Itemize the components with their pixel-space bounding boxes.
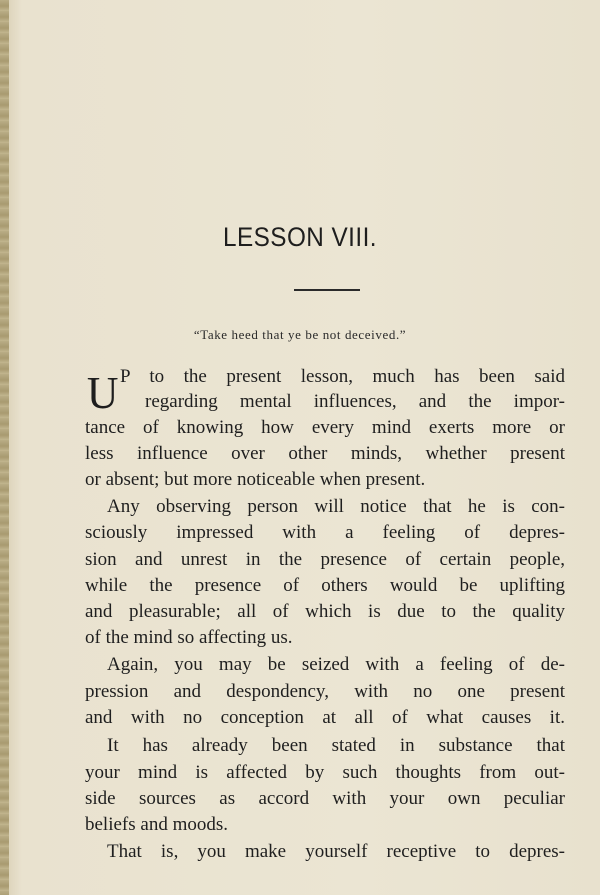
text-line: side sources as accord with your own peculiar — [85, 788, 565, 809]
text-line: beliefs and moods. — [85, 814, 229, 835]
text-line: while the presence of others would be uplifting — [85, 575, 565, 596]
text-line: Again, you may be seized with a feeling of de- — [107, 654, 565, 675]
text-line: Any observing person will notice that he is con- — [107, 496, 565, 517]
text-line: It has already been stated in substance that — [107, 735, 565, 756]
book-binding-edge — [0, 0, 9, 895]
text-line: of the mind so affecting us. — [85, 627, 293, 648]
text-line: P to the present lesson, much has been said — [120, 366, 565, 387]
text-line: your mind is affected by such thoughts from out- — [85, 762, 565, 783]
text-line: pression and despondency, with no one present — [85, 681, 565, 702]
text-line: sciously impressed with a feeling of depres- — [85, 522, 565, 543]
text-line: That is, you make yourself receptive to depres- — [107, 841, 565, 862]
text-line: and with no conception at all of what causes it. — [85, 707, 565, 728]
text-line: or absent; but more noticeable when present. — [85, 469, 426, 490]
text-line: sion and unrest in the presence of certain people, — [85, 549, 565, 570]
heading-divider — [294, 289, 360, 291]
text-line: regarding mental influences, and the impor- — [145, 391, 565, 412]
text-line: less influence over other minds, whether present — [85, 443, 565, 464]
epigraph: “Take heed that ye be not deceived.” — [193, 327, 407, 342]
lesson-heading: LESSON VIII. — [223, 222, 377, 252]
drop-cap: U — [86, 367, 119, 418]
text-line: tance of knowing how every mind exerts more or — [85, 417, 565, 438]
text-line: and pleasurable; all of which is due to the quality — [85, 601, 565, 622]
